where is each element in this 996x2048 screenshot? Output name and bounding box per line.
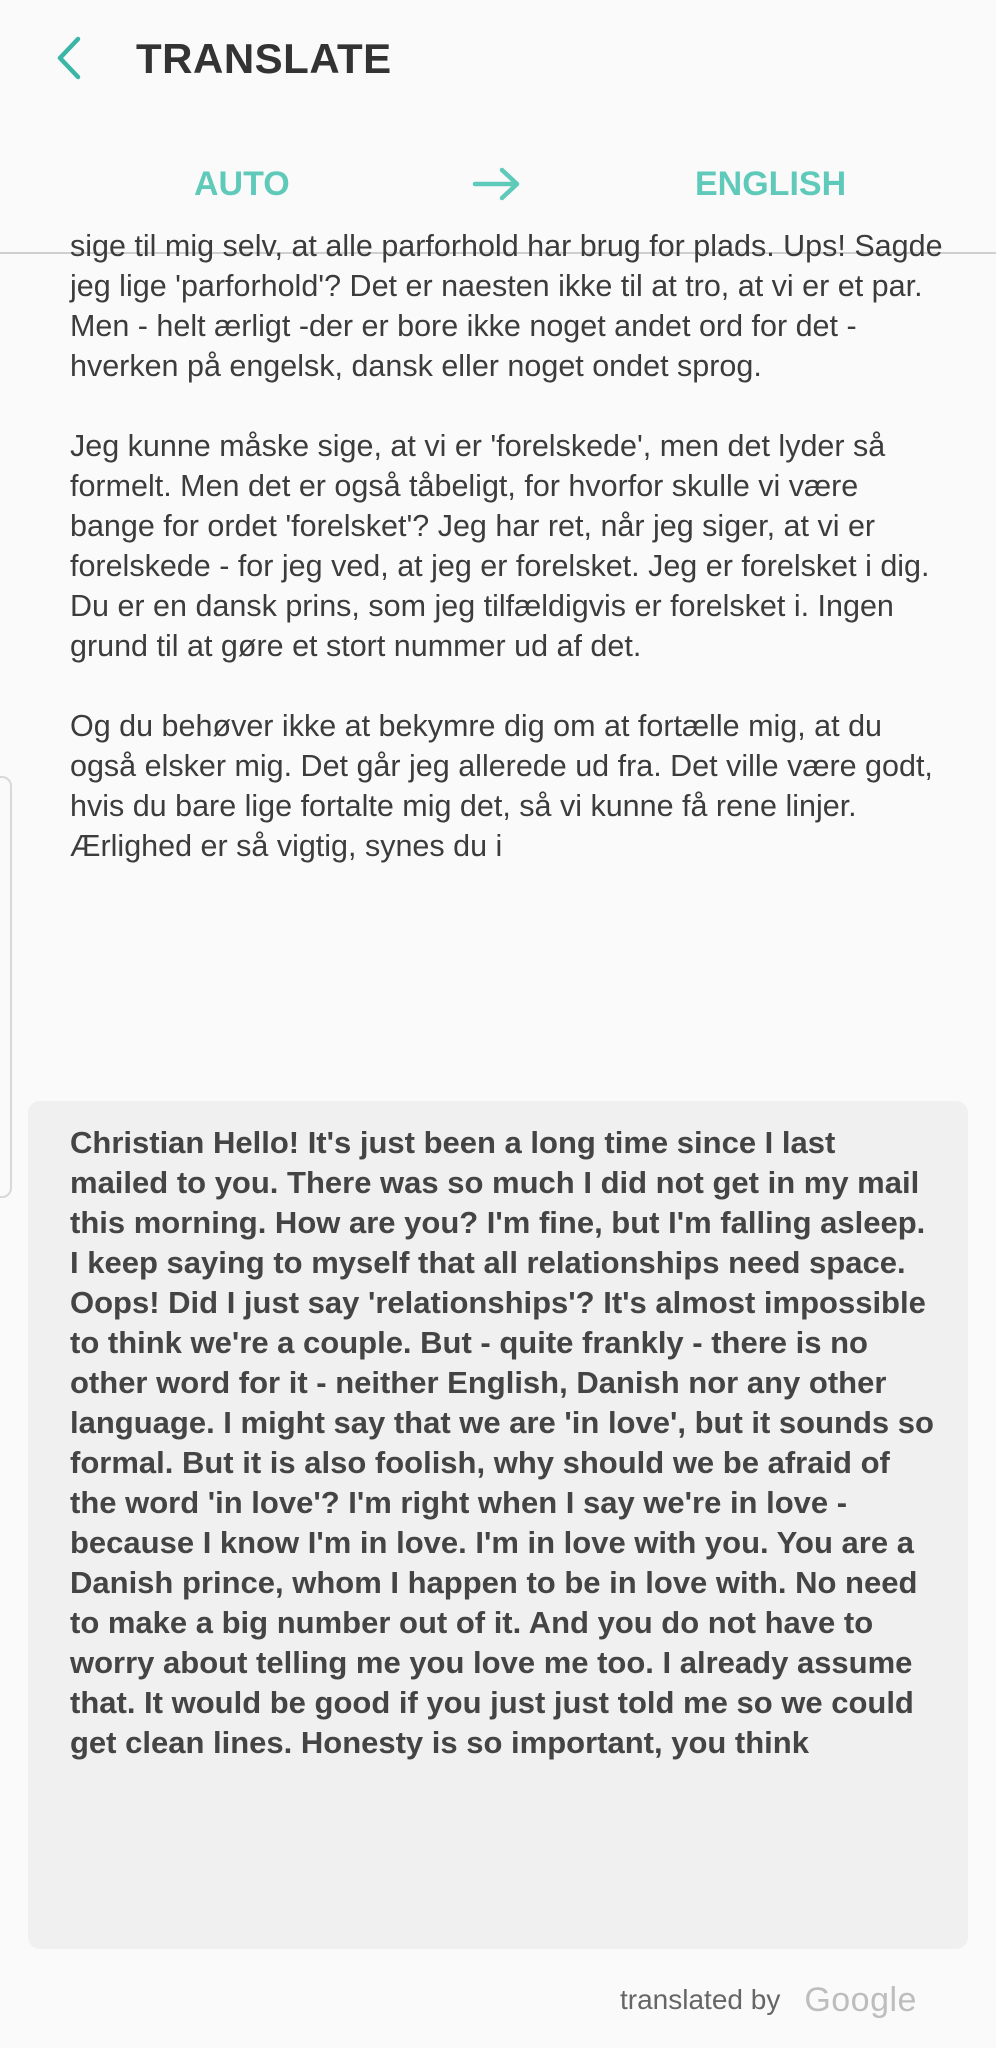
page-title: TRANSLATE bbox=[136, 35, 392, 82]
source-paragraph: Og du behøver ikke at bekymre dig om at fortælle mig, at du også elsker mig. Det går jeg allerede ud fra. Det ville være godt, hvis du bare lige fortalte mig det, så vi kunne få rene linjer. Ærlighed er så vigtig, synes du i bbox=[70, 709, 933, 863]
source-paragraph: sige til mig selv, at alle parforhold har brug for plads. Ups! Sagde jeg lige 'parforhold'? Det er naesten ikke til at tro, at vi er et par. Men - helt ærligt -der er bore ikke noget andet ord for det - hverken på engelsk, dansk eller noget ondet sprog. bbox=[70, 229, 943, 383]
attribution-label: translated by bbox=[620, 1984, 781, 2015]
source-text bbox=[70, 226, 950, 906]
back-button[interactable] bbox=[44, 30, 94, 86]
chevron-left-icon bbox=[54, 35, 84, 81]
google-logo: Google bbox=[804, 1980, 917, 2019]
app-header bbox=[0, 0, 996, 120]
target-language-button[interactable]: ENGLISH bbox=[695, 165, 847, 203]
translation-text: Christian Hello! It's just been a long time since I last mailed to you. There was so much I did not get in my mail this morning. How are you? I'm fine, but I'm falling asleep. I keep saying to myself that all relationships need space. Oops! Did I just say 'relationships'? It's almost impossible to think we're a couple. But - quite frankly - there is no other word for it - neither English, Danish nor any other language. I might say that we are 'in love', but it sounds so formal. But it is also foolish, why should we be afraid of the word 'in love'? I'm right when I say we're in love - because I know I'm in love. I'm in love with you. You are a Danish prince, whom I happen to be in love with. No need to make a big number out of it. And you do not have to worry about telling me you love me too. I already assume that. It would be good if you just just told me so we could get clean lines. Honesty is so important, you think bbox=[70, 1125, 934, 1760]
source-text-area[interactable] bbox=[0, 229, 996, 1064]
source-paragraph: Jeg kunne måske sige, at vi er 'forelskede', men det lyder så formelt. Men det er også tåbeligt, for hvorfor skulle vi være bange for ordet 'forelsket'? Jeg har ret, når jeg siger, at vi er forelskede - for jeg ved, at jeg er forelsket. Jeg er forelsket i dig. Du er en dansk prins, som jeg tilfældigvis er forelsket i. Ingen grund til at gøre et stort nummer ud af det. bbox=[70, 429, 930, 663]
arrow-right-icon bbox=[472, 162, 522, 206]
source-language-button[interactable]: AUTO bbox=[194, 165, 290, 203]
translation-result-card bbox=[28, 1101, 968, 1949]
edge-panel-handle[interactable] bbox=[0, 776, 12, 1198]
swap-languages-button[interactable] bbox=[472, 162, 522, 206]
attribution bbox=[620, 1978, 917, 2022]
